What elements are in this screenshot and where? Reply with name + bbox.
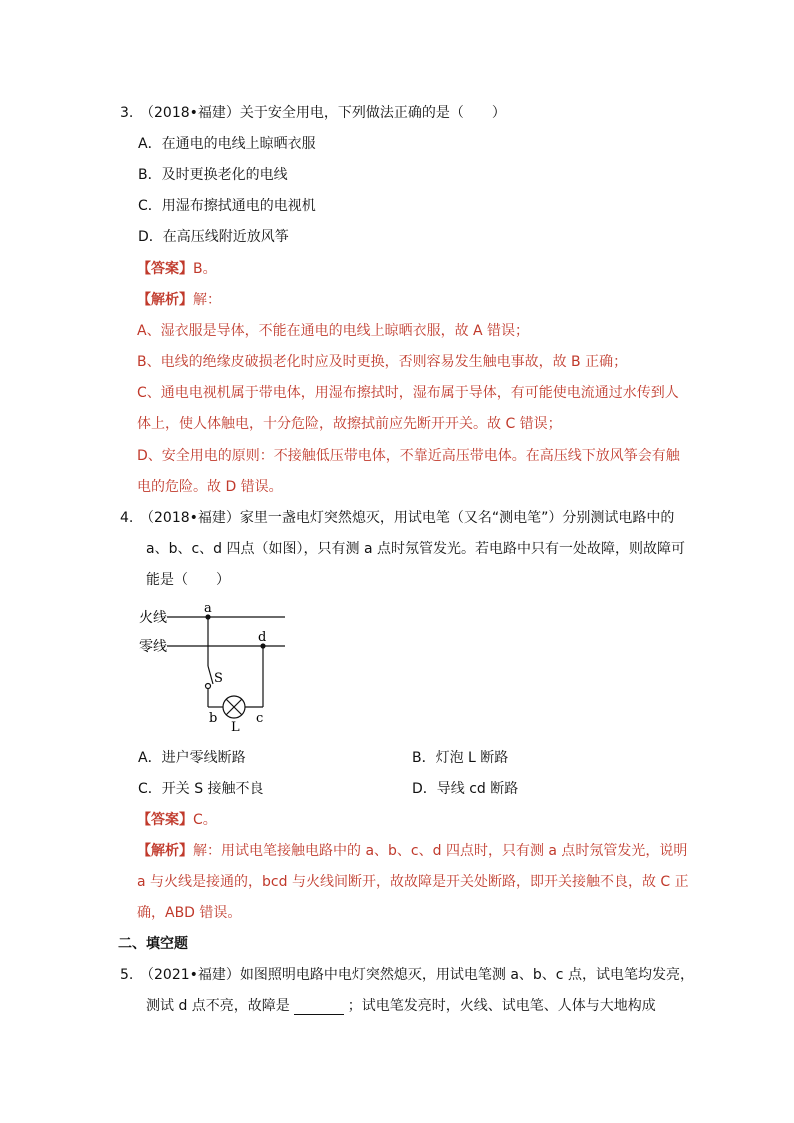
section-heading: 二、填空题 — [118, 936, 188, 952]
analysis-text: 解：用试电笔接触电路中的 a、b、c、d 四点时，只有测 a 点时氖管发光，说明 — [193, 843, 688, 859]
answer-blank[interactable] — [294, 1000, 344, 1015]
q5-text: 测试 d 点不亮，故障是 — [146, 998, 290, 1014]
q3-option-d: D．在高压线附近放风筝 — [138, 229, 289, 245]
answer-tag: 【答案】 — [137, 812, 193, 828]
circuit-diagram — [135, 600, 315, 735]
answer-value: C。 — [193, 812, 217, 828]
q3-analysis-line: 体上，使人体触电，十分危险，故擦拭前应先断开开关。故 C 错误； — [137, 416, 562, 432]
q5-number: 5. — [120, 967, 134, 983]
q3-analysis-line: 电的危险。故 D 错误。 — [137, 479, 283, 495]
q3-option-a: A．在通电的电线上晾晒衣服 — [138, 136, 316, 152]
q3-analysis-line: D、安全用电的原则：不接触低压带电体，不靠近高压带电体。在高压线下放风筝会有触 — [137, 448, 680, 464]
q4-option-b: B．灯泡 L 断路 — [412, 750, 509, 766]
q3-analysis-line: B、电线的绝缘皮破损老化时应及时更换，否则容易发生触电事故，故 B 正确； — [137, 354, 628, 370]
q3-number: 3. — [120, 105, 134, 121]
q3-analysis-line: C、通电电视机属于带电体，用湿布擦拭时，湿布属于导体，有可能使电流通过水传到人 — [137, 385, 679, 401]
point-c-label: c — [256, 711, 264, 726]
q4-option-a: A．进户零线断路 — [138, 750, 246, 766]
point-d-label: d — [258, 630, 267, 645]
q4-option-d: D．导线 cd 断路 — [412, 781, 519, 797]
live-label: 火线 — [139, 610, 167, 626]
neutral-label: 零线 — [139, 639, 167, 655]
q3-analysis-line: A、湿衣服是导体，不能在通电的电线上晾晒衣服，故 A 错误； — [137, 323, 530, 339]
q5-line — [146, 997, 656, 1015]
q4-number: 4. — [120, 510, 134, 526]
point-b-label: b — [209, 711, 218, 726]
switch-lever — [208, 666, 213, 684]
q4-stem-line: 能是（ ） — [146, 572, 230, 588]
q3-stem: （2018•福建）关于安全用电，下列做法正确的是（ ） — [140, 105, 506, 121]
analysis-tag: 【解析】 — [137, 292, 193, 308]
answer-tag: 【答案】 — [137, 261, 193, 277]
analysis-tag: 【解析】 — [137, 843, 193, 859]
answer-value: B。 — [193, 261, 217, 277]
q4-analysis-line — [137, 842, 687, 860]
q4-stem-line: （2018•福建）家里一盏电灯突然熄灭，用试电笔（又名“测电笔”）分别测试电路中的 — [140, 510, 675, 526]
point-a-label: a — [204, 601, 212, 616]
q5-line: （2021•福建）如图照明电路中电灯突然熄灭，用试电笔测 a、b、c 点，试电笔均发亮， — [140, 967, 694, 983]
switch-label: S — [214, 671, 223, 686]
analysis-intro: 解： — [193, 292, 221, 308]
q3-option-c: C．用湿布擦拭通电的电视机 — [138, 198, 316, 214]
q4-analysis-line: 确，ABD 错误。 — [137, 905, 242, 921]
lamp-label: L — [231, 720, 240, 735]
q4-stem-line: a、b、c、d 四点（如图），只有测 a 点时氖管发光。若电路中只有一处故障，则故障可 — [146, 541, 685, 557]
q4-analysis-line: a 与火线是接通的，bcd 与火线间断开，故故障是开关处断路，即开关接触不良，故 C 正 — [137, 874, 689, 890]
switch-contact — [206, 684, 211, 689]
q3-answer — [137, 260, 217, 278]
q4-answer — [137, 811, 217, 829]
q4-option-c: C．开关 S 接触不良 — [138, 781, 264, 797]
q3-analysis-head — [137, 291, 221, 309]
q3-option-b: B．及时更换老化的电线 — [138, 167, 288, 183]
q5-text: ；试电笔发亮时，火线、试电笔、人体与大地构成 — [347, 998, 656, 1014]
